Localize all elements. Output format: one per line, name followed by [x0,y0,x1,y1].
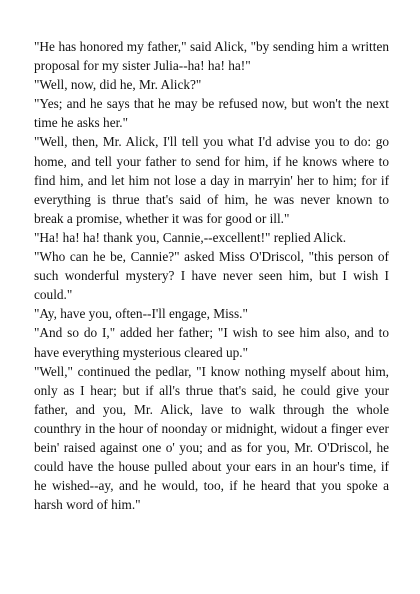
paragraph: "Well," continued the pedlar, "I know nothing myself about him, only as I hear; but if all's thrue that's said, he could give your father, and you, Mr. Alick, lave to walk through the whole counthry in the hour of noonday or midnight, widout a finger ever bein' raised against one o' you; and as for you, Mr. O'Driscol, he could have the house pulled about your ears in an hour's time, if he wished--ay, and he would, too, if he heard that you spoke a harsh word of him." [34,363,389,513]
paragraph: "Ay, have you, often--I'll engage, Miss." [34,306,248,322]
paragraph: "Well, now, did he, Mr. Alick?" [34,77,202,93]
paragraph: "Ha! ha! ha! thank you, Cannie,--excellent!" replied Alick. [34,229,347,245]
paragraph: "And so do I," added her father; "I wish to see him also, and to have everything mysterious cleared up." [34,325,389,360]
paragraph: "Yes; and he says that he may be refused now, but won't the next time he asks her." [34,96,389,131]
paragraph: "Well, then, Mr. Alick, I'll tell you what I'd advise you to do: go home, and tell your father to send for him, if he knows where to find him, and let him not lose a day in marryin' her to him; for if everything is thrue that's said of him, he was never known to break a promise, whether it was for good or ill." [34,134,389,226]
paragraph: "Who can he be, Cannie?" asked Miss O'Driscol, "this person of such wonderful mystery? I have never seen him, but I wish I could." [34,249,389,303]
paragraph: "He has honored my father," said Alick, "by sending him a written proposal for my sister Julia--ha! ha! ha!" [34,39,389,74]
page-text [34,37,389,514]
